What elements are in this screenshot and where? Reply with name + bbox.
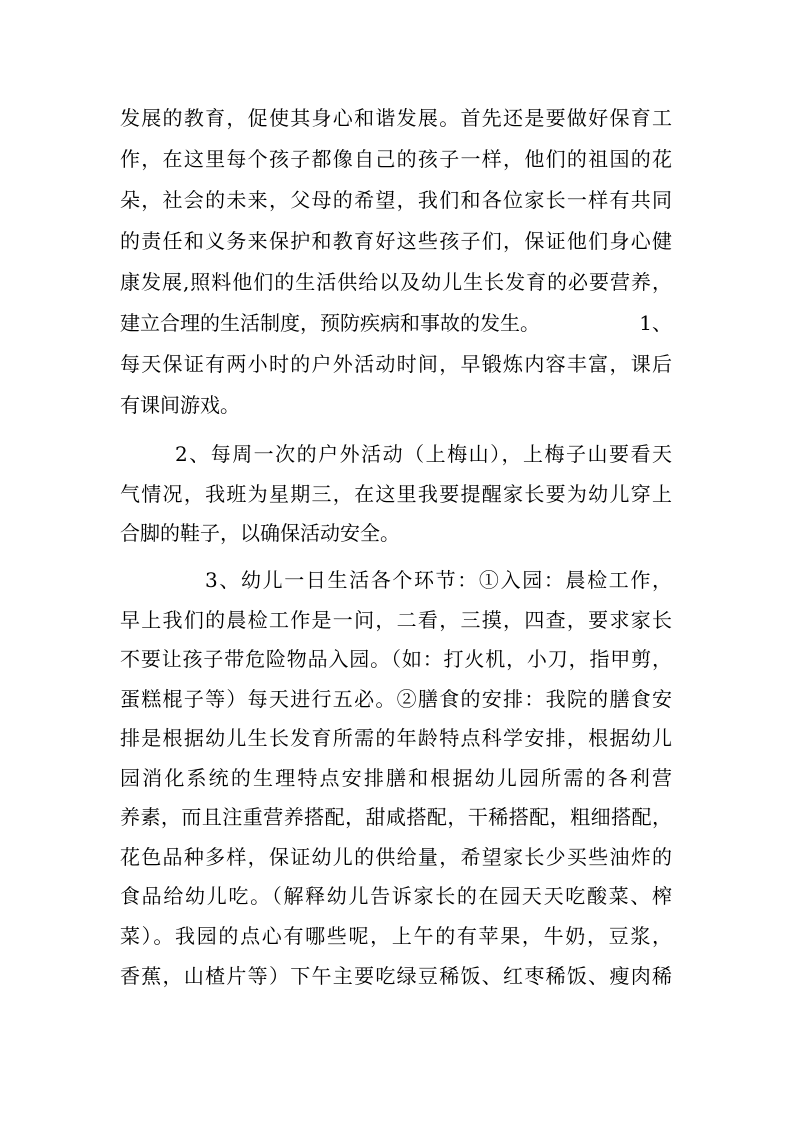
text-line: 2、每周一次的户外活动（上梅山），上梅子山要看天 [175,442,672,466]
text-line: 3、幼儿一日生活各个环节：①入园：晨检工作， [205,568,672,592]
text-line: 康发展,照料他们的生活供给以及幼儿生长发育的必要营养， [120,270,672,294]
text-line: 合脚的鞋子，以确保活动安全。 [120,521,400,545]
text-line: 早上我们的晨检工作是一问，二看，三摸，四查，要求家长 [120,608,672,632]
text-line: 花色品种多样，保证幼儿的供给量，希望家长少买些油炸的 [120,845,672,869]
text-line: 发展的教育，促使其身心和谐发展。首先还是要做好保育工 [120,106,672,130]
text-line [120,303,672,343]
text-line: 不要让孩子带危险物品入园。（如：打火机，小刀，指甲剪， [120,647,672,671]
text-line: 园消化系统的生理特点安排膳和根据幼儿园所需的各利营 [120,766,672,790]
text-line: 养素，而且注重营养搭配，甜咸搭配，干稀搭配，粗细搭配， [120,805,672,829]
text-line: 香蕉，山楂片等）下午主要吃绿豆稀饭、红枣稀饭、瘦肉稀 [120,964,672,988]
text-line: 的责任和义务来保护和教育好这些孩子们，保证他们身心健 [120,229,672,253]
text-line: 菜）。我园的点心有哪些呢，上午的有苹果，牛奶，豆浆， [120,924,672,948]
text-line: 蛋糕棍子等）每天进行五必。②膳食的安排：我院的膳食安 [120,687,672,711]
text-line: 气情况，我班为星期三，在这里我要提醒家长要为幼儿穿上 [120,482,672,506]
text-line: 食品给幼儿吃。（解释幼儿告诉家长的在园天天吃酸菜、榨 [120,884,672,908]
text-line: 排是根据幼儿生长发育所需的年龄特点科学安排，根据幼儿 [120,726,672,750]
text-line: 作，在这里每个孩子都像自己的孩子一样，他们的祖国的花 [120,147,672,171]
text-line-segment: 建立合理的生活制度，预防疾病和事故的发生。 [120,311,540,335]
item-marker: 1、 [639,311,672,335]
text-line: 每天保证有两小时的户外活动时间，早锻炼内容丰富，课后 [120,352,672,376]
text-line: 朵，社会的未来，父母的希望，我们和各位家长一样有共同 [120,188,672,212]
text-line: 有课间游戏。 [120,393,240,417]
